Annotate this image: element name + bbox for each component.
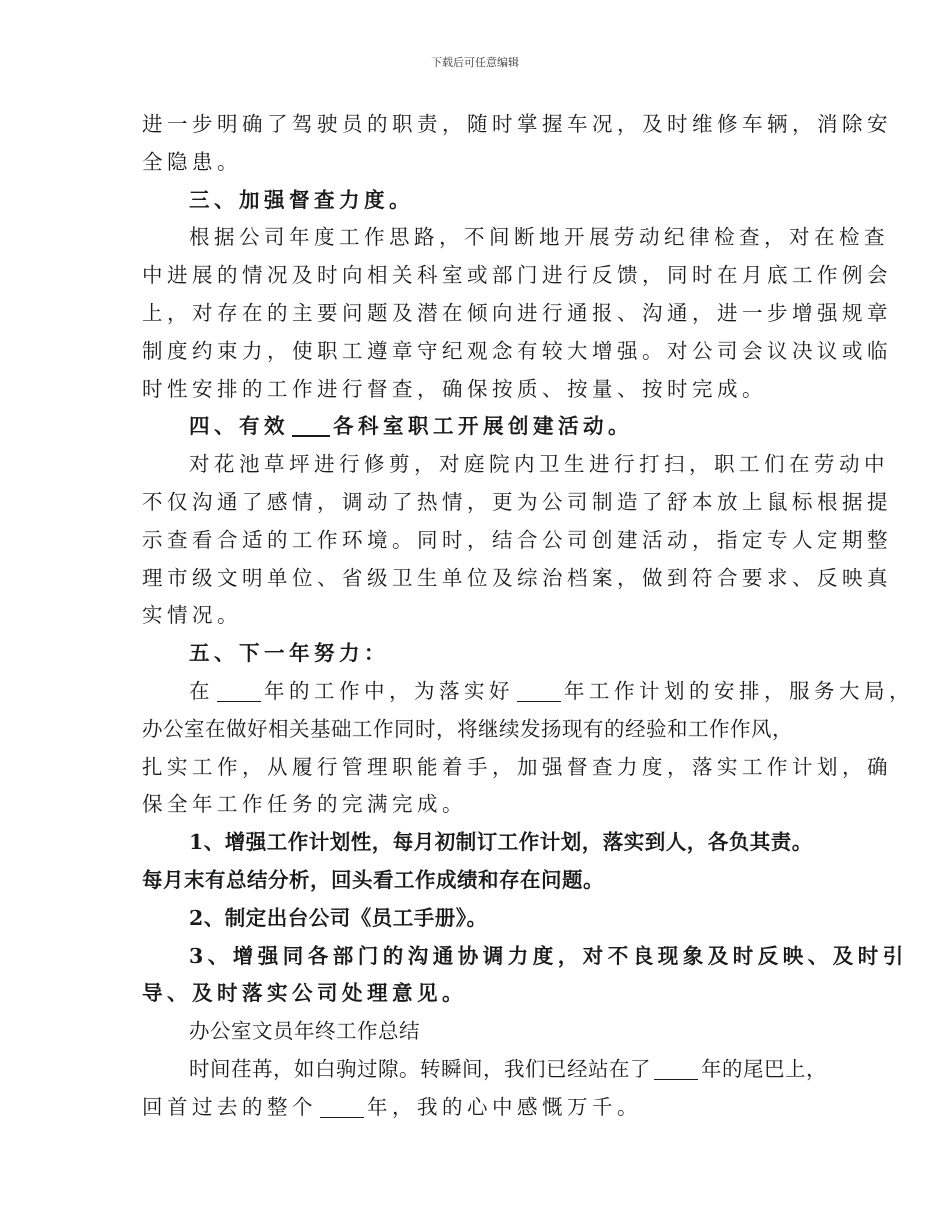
body-line: 时性安排的工作进行督查，确保按质、按量、按时完成。	[142, 376, 767, 401]
list-item-continued: 每月末有总结分析，回头看工作成绩和存在问题。	[142, 867, 604, 892]
heading-text: 四、有效	[189, 414, 289, 439]
heading-text: 各科室职工开展创建活动。	[333, 414, 633, 439]
body-line: 全隐患。	[142, 149, 242, 174]
list-item: 1、增强工作计划性，每月初制订工作计划，落实到人，各负其责。	[189, 830, 813, 855]
body-line: 理市级文明单位、省级卫生单位及综治档案，做到符合要求、反映真	[142, 565, 892, 590]
body-line: 保全年工作任务的完满完成。	[142, 792, 467, 817]
fill-blank	[217, 679, 261, 702]
text-run: 年的尾巴上，	[701, 1056, 827, 1081]
body-line: 根据公司年度工作思路，不间断地开展劳动纪律检查，对在检查	[189, 225, 889, 250]
document-body	[142, 106, 914, 1127]
body-line	[142, 1089, 832, 1127]
body-line: 中进展的情况及时向相关科室或部门进行反馈，同时在月底工作例会	[142, 263, 892, 288]
body-line: 进一步明确了驾驶员的职责，随时掌握车况，及时维修车辆，消除安	[142, 112, 892, 136]
text-run: 年的工作中，为落实好	[264, 678, 514, 703]
body-line: 扎实工作，从履行管理职能着手，加强督查力度，落实工作计划，确	[142, 754, 892, 779]
body-line: 制度约束力，使职工遵章守纪观念有较大增强。对公司会议决议或临	[142, 338, 892, 363]
page-header: 下载后可任意编辑	[431, 56, 519, 69]
body-line: 实情况。	[142, 603, 242, 628]
text-run: 回首过去的整个	[142, 1094, 317, 1119]
document-subtitle: 办公室文员年终工作总结	[189, 1019, 420, 1044]
body-line	[142, 673, 914, 711]
fill-blank	[320, 1095, 364, 1118]
text-run: 时间荏苒，如白驹过隙。转瞬间，我们已经站在了	[189, 1056, 651, 1081]
list-item-continued: 导、及时落实公司处理意见。	[142, 981, 467, 1006]
body-line: 示查看合适的工作环境。同时，结合公司创建活动，指定专人定期整	[142, 527, 892, 552]
section-heading: 五、下一年努力：	[189, 641, 389, 666]
text-run: 年，我的心中感慨万千。	[367, 1094, 642, 1119]
list-item: 2、制定出台公司《员工手册》。	[189, 905, 488, 930]
body-line: 上，对存在的主要问题及潜在倾向进行通报、沟通，进一步增强规章	[142, 300, 892, 325]
fill-blank	[292, 413, 330, 437]
text-run: 在	[189, 678, 214, 703]
body-line	[142, 1051, 832, 1089]
body-line: 办公室在做好相关基础工作同时，将继续发扬现有的经验和工作作风，	[142, 716, 793, 741]
fill-blank	[517, 679, 561, 702]
section-heading: 三、加强督查力度。	[189, 187, 414, 212]
body-line: 不仅沟通了感情，调动了热情，更为公司制造了舒本放上鼠标根据提	[142, 489, 892, 514]
section-heading	[142, 408, 832, 446]
list-item: 3、增强同各部门的沟通协调力度，对不良现象及时反映、及时引	[189, 943, 908, 968]
body-line: 对花池草坪进行修剪，对庭院内卫生进行打扫，职工们在劳动中	[189, 452, 889, 477]
text-run: 年工作计划的安排，服务大局，	[564, 678, 914, 703]
fill-blank	[654, 1057, 698, 1080]
